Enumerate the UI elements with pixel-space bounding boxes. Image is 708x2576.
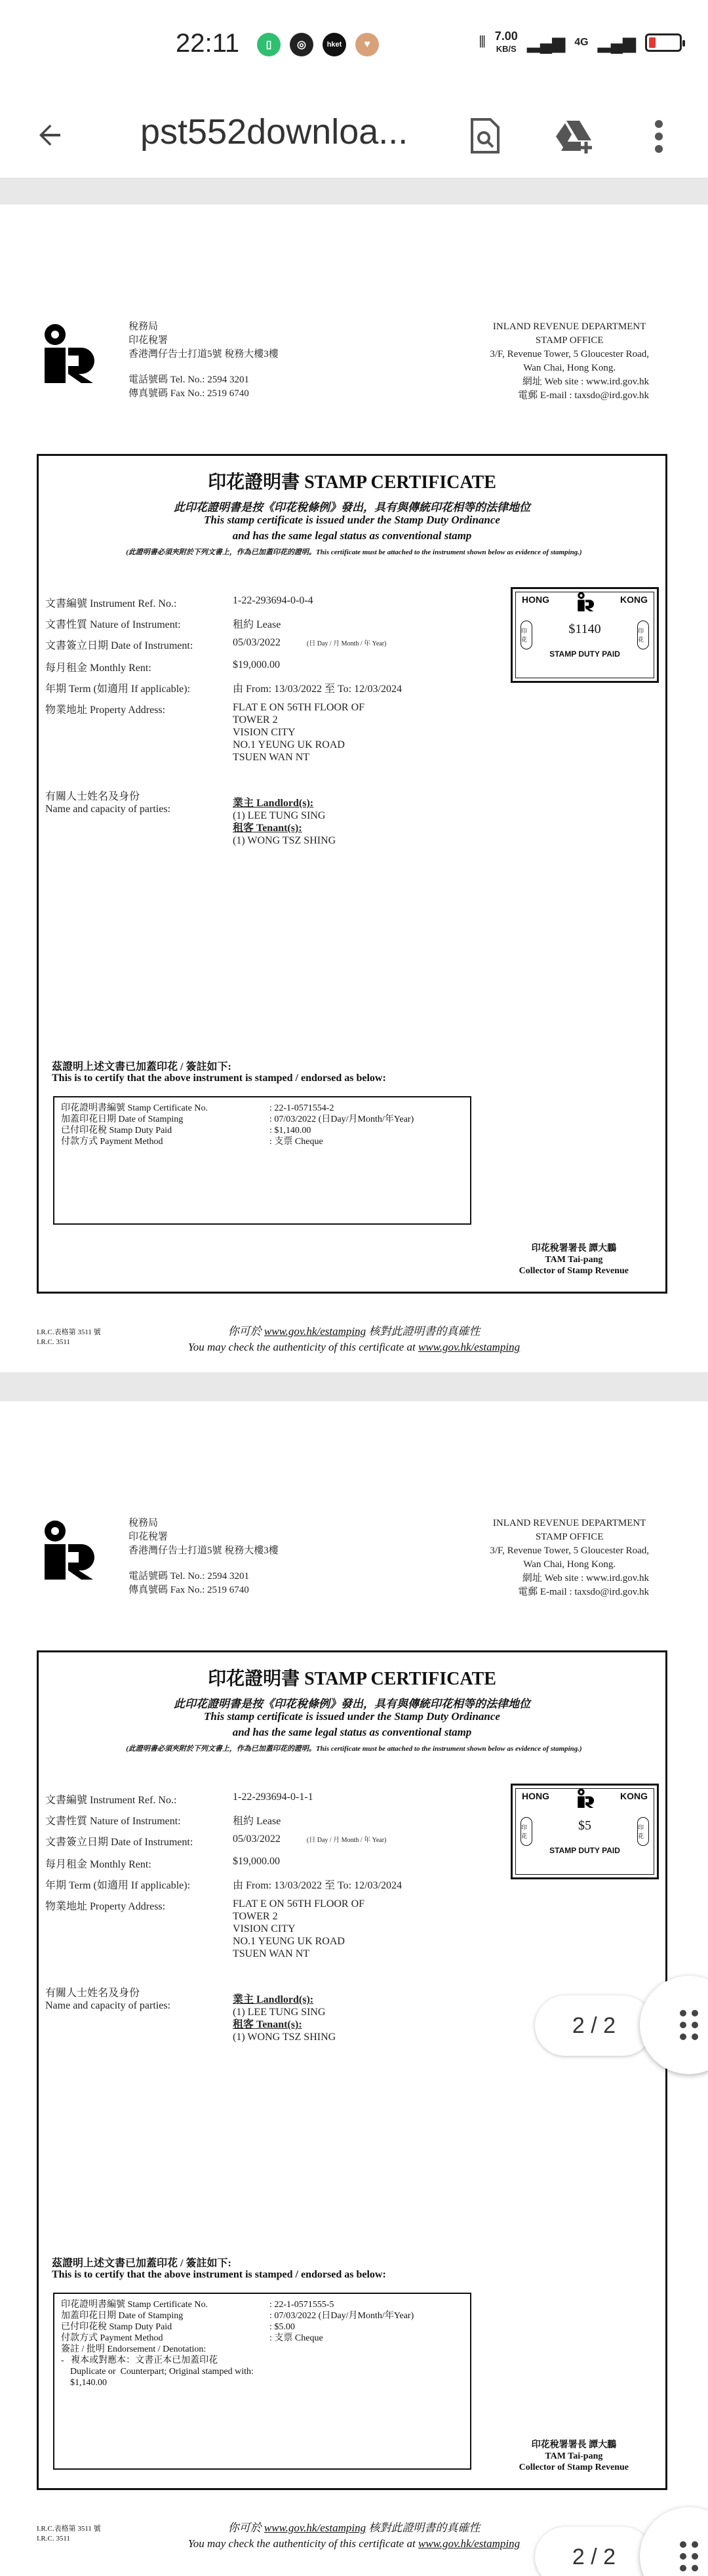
stamp-duty-paid: : $5.00	[269, 2322, 295, 2332]
detail-row	[61, 1114, 463, 1125]
authenticity-note-cn	[144, 1324, 564, 1339]
note-text: 核對此證明書的真確性	[366, 2522, 481, 2534]
authenticity-note	[144, 1324, 564, 1355]
search-document-icon[interactable]	[464, 115, 506, 157]
date-value: 05/03/2022	[233, 1833, 281, 1845]
office-name-cn: 印花稅署	[128, 335, 168, 346]
dept-name-cn: 稅務局	[128, 321, 159, 332]
collector-name-en: TAM Tai-pang	[545, 1255, 603, 1265]
detail-label: 加蓋印花日期 Date of Stamping	[61, 2311, 184, 2321]
network-type: 4G	[574, 37, 589, 48]
endorsement-line: $1,140.00	[61, 2378, 107, 2388]
address-line: TSUEN WAN NT	[233, 1948, 310, 1959]
parties	[233, 797, 336, 847]
address-line: NO.1 YEUNG UK ROAD	[233, 1936, 345, 1947]
header-left	[128, 1517, 279, 1597]
dept-name-cn: 稅務局	[128, 1518, 159, 1528]
header-left	[128, 320, 279, 401]
app-toolbar	[0, 92, 708, 178]
instrument-ref-no: 1-22-293694-0-0-4	[233, 595, 313, 606]
net-speed-value: 7.00	[494, 30, 518, 43]
ird-logo-icon	[576, 592, 595, 611]
collector-name-cn: 印花稅署署長 譚大鵬	[531, 2440, 617, 2450]
stamp-certificate	[37, 1650, 667, 2490]
battery-icon	[645, 33, 682, 52]
ird-logo-icon	[576, 1788, 595, 1808]
office-name-en: STAMP OFFICE	[535, 1532, 604, 1542]
stamping-details	[53, 2293, 471, 2470]
tenant-heading: 租客 Tenant(s):	[233, 2019, 302, 2030]
certificate-title: 印花證明書 STAMP CERTIFICATE	[208, 472, 496, 493]
certify-cn: 茲證明上述文書已加蓋印花 / 簽註如下:	[52, 2258, 231, 2269]
stamp-hong: HONG	[522, 1791, 549, 1801]
nature-of-instrument: 租約 Lease	[233, 619, 281, 630]
nature-of-instrument: 租約 Lease	[233, 1816, 281, 1827]
stamp-duty-paid-mark	[511, 587, 659, 683]
date-of-stamping: : 07/03/2022 (日Day/月Month/年Year)	[269, 2311, 414, 2321]
certify-en: This is to certify that the above instrument is stamped / endorsed as below:	[52, 2269, 386, 2280]
address-line: FLAT E ON 56TH FLOOR OF	[233, 1898, 365, 1910]
estamping-link[interactable]: www.gov.hk/estamping	[264, 1325, 366, 1338]
header-right	[490, 320, 649, 403]
date-format-note: (日 Day / 月 Month / 年 Year)	[306, 640, 387, 647]
net-speed-unit: KB/S	[496, 44, 517, 54]
fax-number: 傳真號碼 Fax No.: 2519 6740	[128, 388, 249, 399]
note-text: You may check the authenticity of this certificate at	[187, 2537, 418, 2550]
detail-row	[61, 2321, 463, 2333]
detail-row	[61, 2299, 463, 2310]
monthly-rent: $19,000.00	[233, 1856, 280, 1867]
collector-name-en: TAM Tai-pang	[545, 2451, 603, 2461]
field-label: 文書性質 Nature of Instrument:	[45, 1816, 181, 1827]
form-number-en: I.R.C. 3511	[37, 2535, 70, 2543]
detail-label: 付款方式 Payment Method	[61, 1137, 163, 1147]
tenant-heading: 租客 Tenant(s):	[233, 823, 302, 834]
field-label: 每月租金 Monthly Rent:	[45, 663, 151, 674]
parties-label-en: Name and capacity of parties:	[45, 804, 171, 815]
document-page-2	[0, 1401, 708, 2576]
certificate-title: 印花證明書 STAMP CERTIFICATE	[208, 1669, 496, 1689]
authenticity-note-en	[144, 1339, 564, 1355]
address-line: VISION CITY	[233, 727, 296, 738]
address-en-2: Wan Chai, Hong Kong.	[523, 1559, 616, 1570]
certify-cn: 茲證明上述文書已加蓋印花 / 簽註如下:	[52, 1061, 231, 1073]
email: 電郵 E-mail : taxsdo@ird.gov.hk	[518, 390, 649, 401]
date-format-note: (日 Day / 月 Month / 年 Year)	[306, 1837, 387, 1844]
note-text: 核對此證明書的真確性	[366, 1325, 481, 1338]
endorsement-heading: 簽註 / 批明 Endorsement / Denotation:	[61, 2344, 206, 2354]
address-en-1: 3/F, Revenue Tower, 5 Gloucester Road,	[490, 1545, 649, 1556]
term: 由 From: 13/03/2022 至 To: 12/03/2024	[233, 1880, 403, 1891]
dept-name-en: INLAND REVENUE DEPARTMENT	[492, 1518, 646, 1528]
document-title: pst552downloa...	[140, 112, 408, 152]
email: 電郵 E-mail : taxsdo@ird.gov.hk	[518, 1587, 649, 1597]
stamp-hong: HONG	[522, 594, 549, 605]
authenticity-note	[144, 2520, 564, 2552]
field-label: 年期 Term (如適用 If applicable):	[45, 1880, 191, 1891]
estamping-link[interactable]: www.gov.hk/estamping	[418, 1341, 521, 1353]
certificate-subtitle-en-2: and has the same legal status as conventional stamp	[232, 529, 472, 542]
ird-logo-icon	[38, 1519, 98, 1580]
stamp-side-label: 印花	[521, 1817, 532, 1846]
stamp-duty-paid-mark	[511, 1784, 659, 1879]
stamp-certificate-no: : 22-1-0571555-5	[269, 2300, 334, 2310]
certificate-subtitle-en-1: This stamp certificate is issued under the Stamp Duty Ordinance	[204, 1710, 500, 1723]
estamping-link[interactable]: www.gov.hk/estamping	[418, 2537, 521, 2550]
detail-label: 已付印花稅 Stamp Duty Paid	[61, 1126, 172, 1135]
stamp-kong: KONG	[620, 594, 648, 605]
collector-signature	[519, 1243, 629, 1277]
tenant-name: (1) WONG TSZ SHING	[233, 2032, 336, 2043]
parties	[233, 1993, 336, 2043]
certificate-subtitle-cn: 此印花證明書是按《印花稅條例》發出，具有與傳統印花相等的法律地位	[174, 1698, 530, 1710]
field-label: 年期 Term (如適用 If applicable):	[45, 684, 191, 695]
address-line: NO.1 YEUNG UK ROAD	[233, 739, 345, 750]
detail-row	[61, 2333, 463, 2344]
certificate-note: (此證明書必須夾附於下列文書上，作為已加蓋印花的證明。This certificate must be attached to the instrument shown below as evidence of stamping.)	[126, 548, 582, 556]
status-time: 22:11	[176, 29, 240, 58]
parties-label-en: Name and capacity of parties:	[45, 2000, 171, 2011]
arrow-left-icon[interactable]	[30, 115, 69, 155]
payment-method: : 支票 Cheque	[269, 2333, 323, 2343]
form-number	[37, 2524, 101, 2544]
tel-number: 電話號碼 Tel. No.: 2594 3201	[128, 1571, 249, 1582]
stamp-amount: $5	[578, 1818, 591, 1833]
page-indicator: 2 / 2	[535, 1995, 653, 2056]
chrome-icon: ◎	[290, 33, 313, 56]
address-line: TOWER 2	[233, 1911, 278, 1922]
instrument-ref-no: 1-22-293694-0-1-1	[233, 1791, 313, 1803]
status-indicators	[479, 30, 682, 55]
certificate-subtitle-cn: 此印花證明書是按《印花稅條例》發出，具有與傳統印花相等的法律地位	[174, 501, 530, 514]
address-cn: 香港灣仔告士打道5號 稅務大樓3樓	[128, 349, 279, 359]
note-text: 你可於	[227, 1325, 264, 1338]
collector-name-cn: 印花稅署署長 譚大鵬	[531, 1244, 617, 1254]
landlord-name: (1) LEE TUNG SING	[233, 810, 326, 821]
field-label: 文書編號 Instrument Ref. No.:	[45, 1795, 177, 1806]
page-indicator-bottom: 2 / 2	[535, 2527, 653, 2576]
apps-grid-icon	[680, 2010, 698, 2040]
field-label: 物業地址 Property Address:	[45, 1901, 166, 1912]
authenticity-note-cn	[144, 2520, 564, 2536]
term: 由 From: 13/03/2022 至 To: 12/03/2024	[233, 684, 403, 695]
hket-icon: hket	[323, 33, 346, 56]
fax-number: 傳真號碼 Fax No.: 2519 6740	[128, 1585, 249, 1595]
dept-name-en: INLAND REVENUE DEPARTMENT	[492, 321, 646, 332]
certificate-subtitle-en-1: This stamp certificate is issued under the Stamp Duty Ordinance	[204, 514, 500, 526]
address-en-1: 3/F, Revenue Tower, 5 Gloucester Road,	[490, 349, 649, 359]
note-text: You may check the authenticity of this certificate at	[187, 1341, 418, 1353]
website: 網址 Web site : www.ird.gov.hk	[522, 377, 649, 387]
detail-label: 已付印花稅 Stamp Duty Paid	[61, 2322, 172, 2332]
address-cn: 香港灣仔告士打道5號 稅務大樓3樓	[128, 1545, 279, 1556]
header-right	[490, 1517, 649, 1599]
landlord-heading: 業主 Landlord(s):	[233, 798, 314, 809]
collector-title: Collector of Stamp Revenue	[519, 1266, 629, 1276]
parties-label	[45, 790, 170, 815]
office-name-cn: 印花稅署	[128, 1532, 168, 1542]
payment-method: : 支票 Cheque	[269, 1137, 323, 1147]
date-of-stamping: : 07/03/2022 (日Day/月Month/年Year)	[269, 1114, 414, 1124]
office-name-en: STAMP OFFICE	[535, 335, 604, 346]
field-label: 文書性質 Nature of Instrument:	[45, 619, 181, 630]
field-label: 每月租金 Monthly Rent:	[45, 1859, 151, 1870]
stamp-certificate	[37, 454, 667, 1294]
tenant-name: (1) WONG TSZ SHING	[233, 835, 336, 846]
field-label: 文書簽立日期 Date of Instrument:	[45, 1837, 193, 1848]
form-number	[37, 1328, 101, 1347]
certify-en: This is to certify that the above instrument is stamped / endorsed as below:	[52, 1073, 386, 1084]
date-of-instrument	[233, 1833, 386, 1845]
status-bar	[0, 0, 708, 92]
form-number-en: I.R.C. 3511	[37, 1338, 70, 1346]
stamp-side-label: 印花	[637, 1817, 649, 1846]
vibrate-icon: ⫴	[479, 33, 486, 51]
note-text: 你可於	[227, 2522, 264, 2534]
parties-label-cn: 有關人士姓名及身份	[45, 1988, 140, 1999]
address-line: TOWER 2	[233, 714, 278, 726]
net-speed	[495, 30, 518, 55]
collector-signature	[519, 2440, 629, 2473]
landlord-heading: 業主 Landlord(s):	[233, 1994, 314, 2005]
parties-label	[45, 1987, 170, 2012]
stamp-side-label: 印花	[521, 621, 532, 649]
stamping-details	[53, 1096, 471, 1225]
parties-label-cn: 有關人士姓名及身份	[45, 791, 140, 802]
detail-label: 印花證明書編號 Stamp Certificate No.	[61, 1103, 208, 1113]
address-line: VISION CITY	[233, 1923, 296, 1934]
notification-app-icon: ▯	[257, 33, 281, 56]
stamp-side-label: 印花	[637, 621, 649, 649]
date-value: 05/03/2022	[233, 637, 281, 648]
endorsement-line: Duplicate or Counterpart; Original stamped with:	[61, 2367, 254, 2377]
date-of-instrument	[233, 637, 386, 649]
website: 網址 Web site : www.ird.gov.hk	[522, 1573, 649, 1584]
field-label: 文書簽立日期 Date of Instrument:	[45, 640, 193, 651]
endorsement-line: - 複本或對應本：文書正本已加蓋印花	[61, 2356, 218, 2365]
field-label: 文書編號 Instrument Ref. No.:	[45, 598, 177, 609]
health-icon: ♥	[355, 33, 379, 56]
detail-row	[61, 2310, 463, 2321]
property-address	[233, 701, 364, 764]
detail-row	[61, 1125, 463, 1136]
address-line: TSUEN WAN NT	[233, 752, 310, 763]
detail-row	[61, 1136, 463, 1147]
certificate-note: (此證明書必須夾附於下列文書上，作為已加蓋印花的證明。This certificate must be attached to the instrument shown below as evidence of stamping.)	[126, 1745, 582, 1753]
document-viewer[interactable]	[0, 178, 708, 2576]
collector-title: Collector of Stamp Revenue	[519, 2463, 629, 2472]
monthly-rent: $19,000.00	[233, 659, 280, 670]
document-page-1	[0, 205, 708, 1372]
stamp-paid-label: STAMP DUTY PAID	[549, 1846, 620, 1855]
authenticity-note-en	[144, 2536, 564, 2552]
field-label: 物業地址 Property Address:	[45, 705, 166, 716]
stamp-duty-paid: : $1,140.00	[269, 1126, 311, 1135]
address-line: FLAT E ON 56TH FLOOR OF	[233, 702, 365, 713]
certificate-subtitle-en-2: and has the same legal status as conventional stamp	[232, 1726, 472, 1738]
address-en-2: Wan Chai, Hong Kong.	[523, 363, 616, 373]
stamp-kong: KONG	[620, 1791, 648, 1801]
form-number-cn: I.R.C.表格第 3511 號	[37, 2525, 101, 2533]
apps-grid-icon	[680, 2541, 698, 2571]
stamp-paid-label: STAMP DUTY PAID	[549, 649, 620, 659]
landlord-name: (1) LEE TUNG SING	[233, 2007, 326, 2018]
property-address	[233, 1898, 364, 1960]
estamping-link[interactable]: www.gov.hk/estamping	[264, 2522, 366, 2534]
stamp-certificate-no: : 22-1-0571554-2	[269, 1103, 334, 1113]
tel-number: 電話號碼 Tel. No.: 2594 3201	[128, 375, 249, 385]
form-number-cn: I.R.C.表格第 3511 號	[37, 1328, 101, 1336]
detail-row	[61, 1103, 463, 1114]
add-to-drive-icon[interactable]	[553, 115, 595, 157]
detail-label: 付款方式 Payment Method	[61, 2333, 163, 2343]
more-vert-icon[interactable]	[642, 115, 675, 157]
detail-label: 印花證明書編號 Stamp Certificate No.	[61, 2300, 208, 2310]
stamp-amount: $1140	[568, 622, 601, 636]
signal-icon: ▂▄▆	[597, 32, 636, 52]
ird-logo-icon	[38, 323, 98, 383]
signal-icon: ▂▄▆	[526, 32, 566, 52]
detail-label: 加蓋印花日期 Date of Stamping	[61, 1114, 184, 1124]
